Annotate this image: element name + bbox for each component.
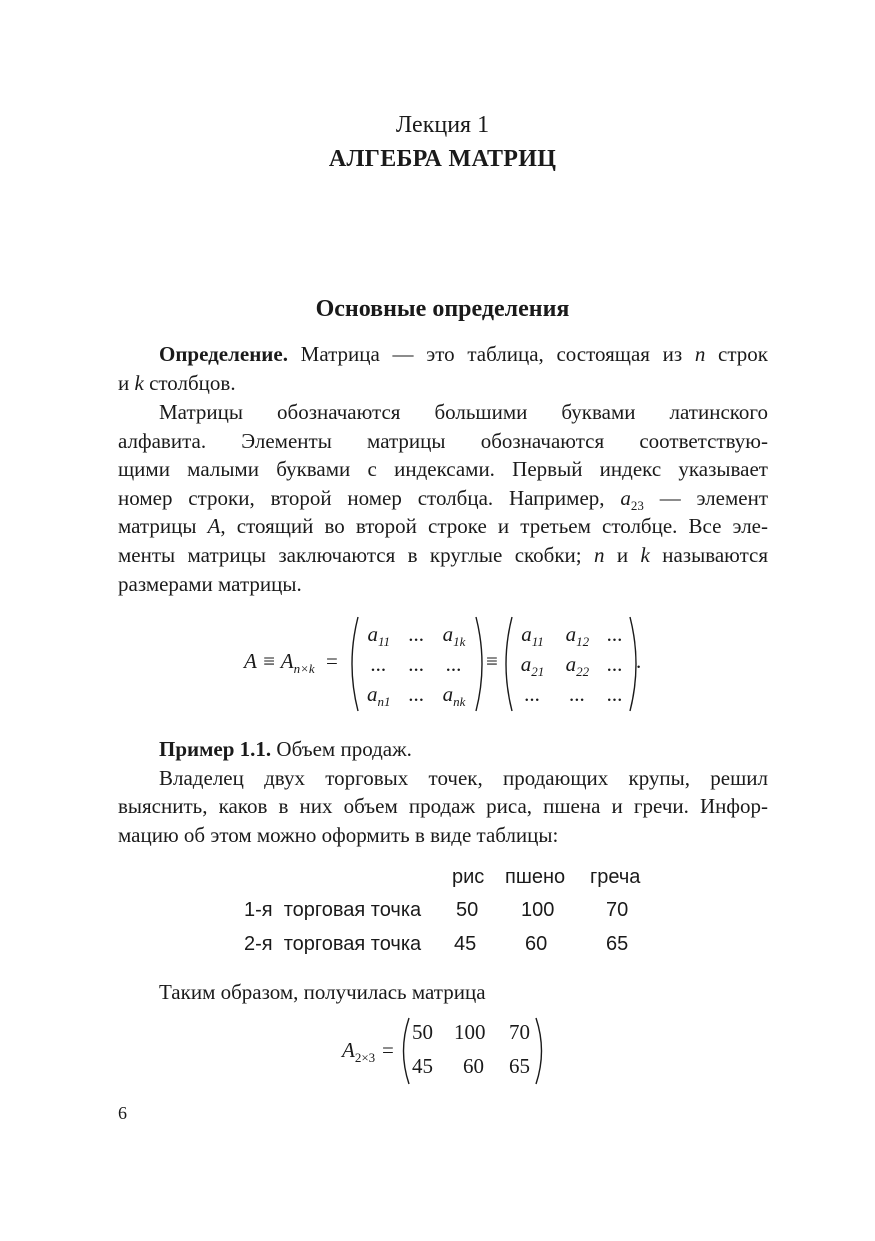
matrix-cell: 65 <box>509 1054 530 1078</box>
matrix-cell: ... <box>370 651 387 676</box>
formula-period: . <box>636 649 642 673</box>
table-cell: 45 <box>454 933 477 955</box>
matrix-cell: ... <box>524 681 541 706</box>
matrix-row <box>356 679 476 709</box>
sales-table <box>244 866 664 966</box>
matrix-general <box>356 619 476 709</box>
definition-label: Определение. <box>159 342 288 366</box>
matrix-cell: $a_{22}$ <box>565 651 590 679</box>
result-matrix <box>342 1016 562 1086</box>
matrix-formula <box>244 614 664 714</box>
example-paragraph: Пример 1.1. Объем продаж. Владелец двух торговых точек, продающих крупы, решил выяснить, каков в них объем продаж риса, пшена и гречи. Инфор- мацию об этом можно оформить в виде таблицы: <box>118 737 768 847</box>
matrix-row <box>510 649 630 679</box>
matrix-cell: ... <box>569 681 586 706</box>
matrix-cell: $a_{21}$ <box>520 651 545 679</box>
example-label: Пример 1.1. <box>159 737 272 761</box>
row-label: 1-я торговая точка <box>244 899 422 921</box>
column-header: пшено <box>505 866 566 888</box>
table-cell: 60 <box>525 933 548 955</box>
column-header: рис <box>452 866 485 888</box>
matrix-cell: ... <box>607 651 623 676</box>
matrix-expanded <box>510 619 630 709</box>
matrix-cell: 50 <box>412 1020 433 1044</box>
notation-paragraph: Матрицы обозначаются большими буквами латинского алфавита. Элементы матрицы обозначаются соответствую- щими малыми буквами с индексами. Первый индекс указывает номер строки, второй номер столбца. Например, $a_{23}$ — элемент матрицы A, стоящий во второй строке и третьем столбце. Все эле- менты матрицы заключаются в круглые скобки; n и k называются размерами матрицы. <box>118 400 768 596</box>
matrix-cell: 45 <box>412 1054 433 1078</box>
matrix-cell: $a_{11}$ <box>367 621 390 649</box>
matrix-cell: $a_{12}$ <box>565 621 590 649</box>
table-cell: 50 <box>456 899 479 921</box>
matrix-cell: $a_{11}$ <box>521 621 544 649</box>
definition-paragraph: Определение. Матрица — это таблица, состоящая из n строк и k столбцов. <box>118 342 768 395</box>
table-cell: 70 <box>606 899 629 921</box>
matrix-cell: $a_{n1}$ <box>366 681 391 709</box>
matrix-cell: 100 <box>454 1020 486 1044</box>
matrix-cell: $a_{1k}$ <box>442 621 466 649</box>
formula-equiv: ≡ <box>486 649 498 673</box>
result-right-paren <box>532 1016 548 1086</box>
matrix-cell: ... <box>446 651 462 676</box>
matrix-row <box>510 679 630 709</box>
result-equals: = <box>382 1038 394 1062</box>
page-number: 6 <box>118 1103 127 1123</box>
row-label: 2-я торговая точка <box>244 933 422 955</box>
lecture-number: Лекция 1 <box>395 112 490 138</box>
chapter-title: АЛГЕБРА МАТРИЦ <box>328 146 557 172</box>
conclusion-paragraph: Таким образом, получилась матрица <box>159 980 486 1004</box>
matrix-cell: ... <box>408 681 425 706</box>
matrix-row <box>356 619 476 649</box>
section-title: Основные определения <box>315 296 570 322</box>
formula-lhs: $A \equiv A_{n\times k}$ <box>244 649 315 676</box>
matrix-row <box>510 619 630 649</box>
matrix-cell: 70 <box>509 1020 530 1044</box>
matrix-cell: $a_{nk}$ <box>442 681 466 709</box>
formula-equals: = <box>326 649 338 673</box>
result-left-paren <box>397 1016 413 1086</box>
result-lhs: $A_{2\times 3}$ <box>342 1038 376 1065</box>
matrix-cell: 60 <box>463 1054 484 1078</box>
column-header: греча <box>590 866 641 888</box>
table-cell: 65 <box>606 933 629 955</box>
matrix-row <box>356 649 476 679</box>
matrix-cell: ... <box>607 681 623 706</box>
table-cell: 100 <box>521 899 555 921</box>
matrix-cell: ... <box>607 621 623 646</box>
matrix-cell: ... <box>408 651 425 676</box>
matrix-cell: ... <box>408 621 425 646</box>
